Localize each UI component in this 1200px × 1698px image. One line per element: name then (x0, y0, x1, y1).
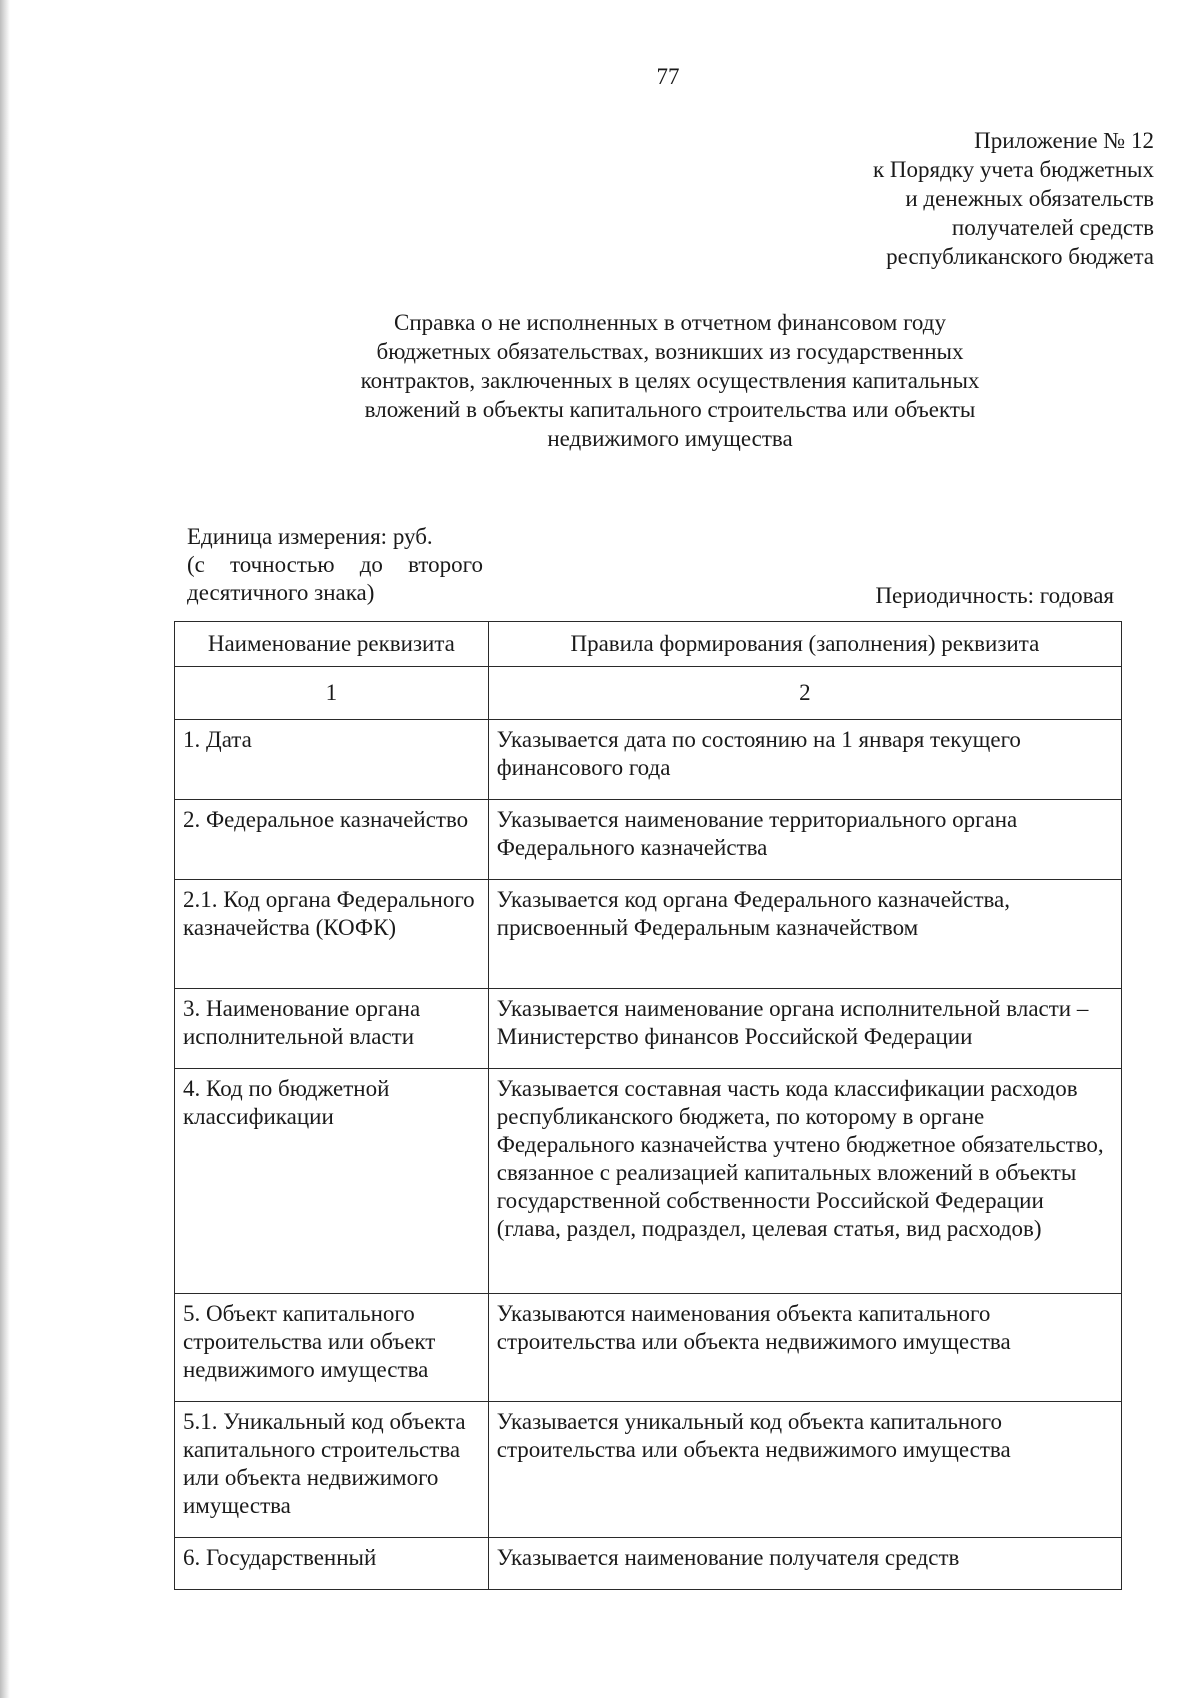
unit-line: Единица измерения: руб. (187, 524, 433, 549)
column-number: 1 (175, 667, 489, 720)
appendix-line: Приложение № 12 (974, 128, 1154, 153)
table-row (175, 880, 1122, 989)
appendix-line: к Порядку учета бюджетных (872, 157, 1154, 182)
requisite-rule: Указывается наименование территориального органа Федерального казначейства (488, 800, 1121, 880)
requisites-table (174, 621, 1122, 1590)
header-name: Наименование реквизита (175, 622, 489, 667)
requisite-name: 3. Наименование органа исполнительной власти (175, 989, 489, 1069)
requisite-name: 2.1. Код органа Федерального казначейства (КОФК) (175, 880, 489, 989)
periodicity: Периодичность: годовая (875, 583, 1114, 608)
title-line: бюджетных обязательствах, возникших из государственных (376, 339, 964, 364)
table-header-row (175, 622, 1122, 667)
requisite-name: 1. Дата (175, 720, 489, 800)
scan-edge (0, 0, 10, 1698)
table-row (175, 720, 1122, 800)
header-rule: Правила формирования (заполнения) реквизита (488, 622, 1121, 667)
table-row (175, 989, 1122, 1069)
requisite-rule: Указывается составная часть кода классификации расходов республиканского бюджета, по которому в органе Федерального казначейства учтено бюджетное обязательство, связанное с реализацией капитальных вложений в объекты государственной собственности Российской Федерации (глава, раздел, подраздел, целевая статья, вид расходов) (488, 1069, 1121, 1294)
table-row (175, 1294, 1122, 1402)
table-row (175, 800, 1122, 880)
column-number-row (175, 667, 1122, 720)
requisite-rule: Указывается уникальный код объекта капитального строительства или объекта недвижимого имущества (488, 1402, 1121, 1538)
title-line: Справка о не исполненных в отчетном финансовом году (394, 310, 946, 335)
column-number: 2 (488, 667, 1121, 720)
requisite-name: 6. Государственный (175, 1538, 489, 1590)
requisite-name: 2. Федеральное казначейство (175, 800, 489, 880)
requisite-rule: Указывается наименование органа исполнительной власти – Министерство финансов Российской Федерации (488, 989, 1121, 1069)
requisite-rule: Указывается наименование получателя средств (488, 1538, 1121, 1590)
requisite-name: 5.1. Уникальный код объекта капитального строительства или объекта недвижимого имущества (175, 1402, 489, 1538)
unit-line: десятичного знака) (187, 580, 375, 605)
table-row (175, 1538, 1122, 1590)
requisite-rule: Указывается код органа Федерального казначейства, присвоенный Федеральным казначейством (488, 880, 1121, 989)
title-line: контрактов, заключенных в целях осуществления капитальных (360, 368, 980, 393)
requisite-name: 5. Объект капитального строительства или объект недвижимого имущества (175, 1294, 489, 1402)
table-row (175, 1402, 1122, 1538)
title-line: вложений в объекты капитального строительства или объекты (364, 397, 976, 422)
title-line: недвижимого имущества (547, 426, 793, 451)
unit-of-measure (187, 523, 483, 607)
unit-line: (с точностью до второго (187, 552, 483, 577)
document-title (300, 308, 1040, 453)
requisite-rule: Указывается дата по состоянию на 1 января текущего финансового года (488, 720, 1121, 800)
page-number: 77 (656, 64, 680, 89)
requisite-rule: Указываются наименования объекта капитального строительства или объекта недвижимого имущества (488, 1294, 1121, 1402)
requisite-name: 4. Код по бюджетной классификации (175, 1069, 489, 1294)
appendix-block (873, 126, 1154, 271)
table-row (175, 1069, 1122, 1294)
appendix-line: получателей средств (951, 215, 1154, 240)
appendix-line: и денежных обязательств (905, 186, 1154, 211)
appendix-line: республиканского бюджета (886, 244, 1154, 269)
